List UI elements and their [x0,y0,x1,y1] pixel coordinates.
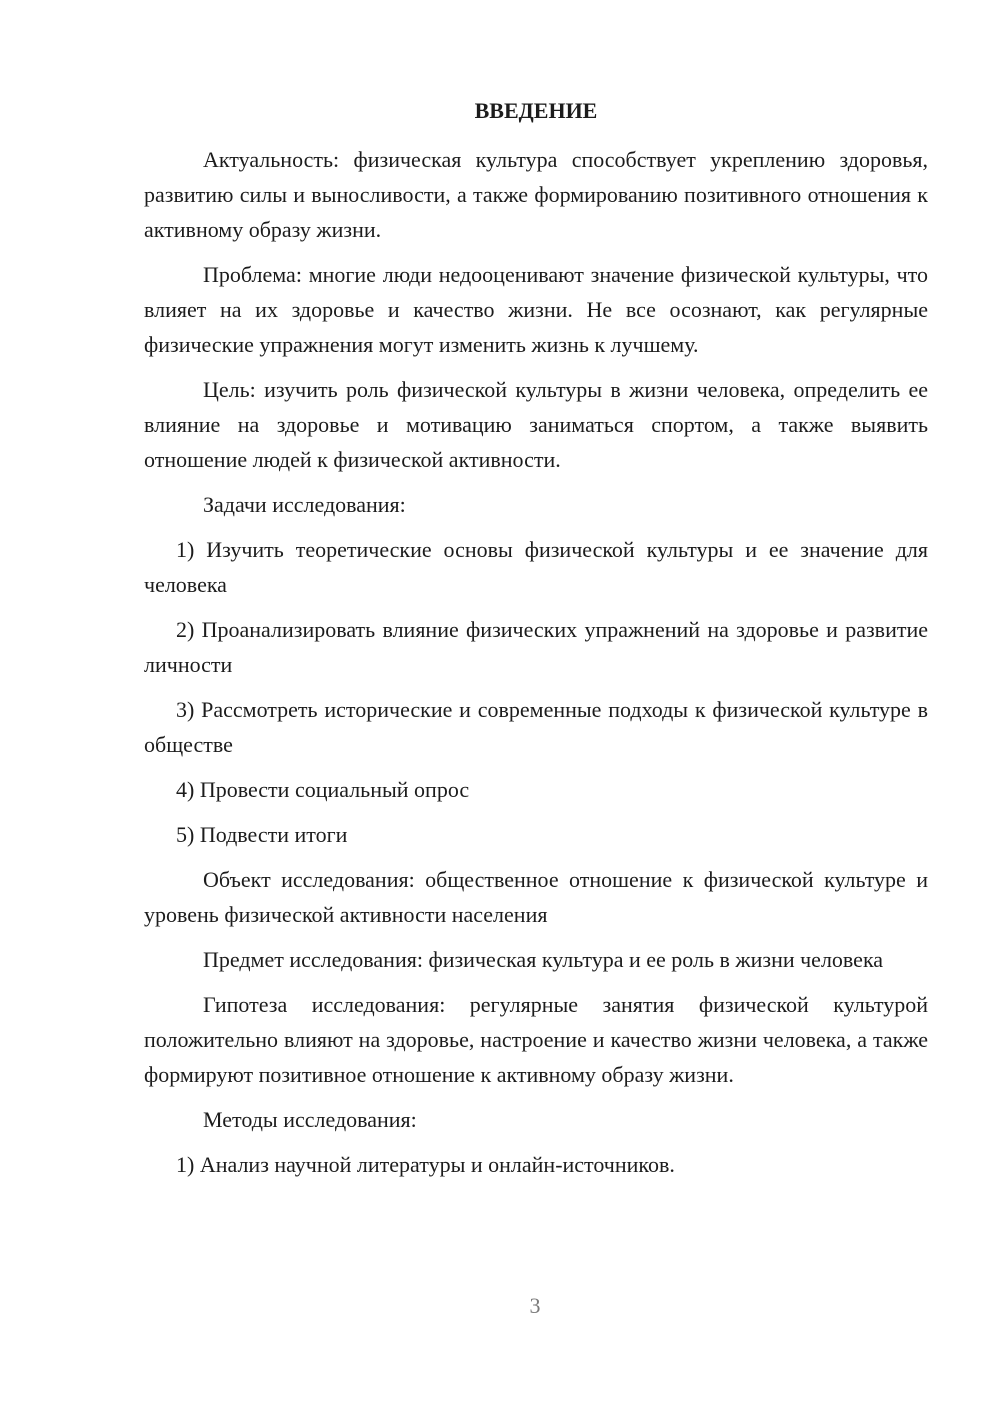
methods-heading: Методы исследования: [203,1107,417,1132]
task-item-3: 3) Рассмотреть исторические и современные подходы к физической культуре в обществе [144,697,928,757]
page-number: 3 [529,1293,541,1318]
document-page [144,93,928,1192]
relevance-paragraph: Актуальность: физическая культура способствует укреплению здоровья, развитию силы и выносливости, а также формированию позитивного отношения к активному образу жизни. [144,147,928,242]
tasks-heading: Задачи исследования: [203,492,406,517]
task-item-4: 4) Провести социальный опрос [176,777,470,802]
hypothesis-paragraph: Гипотеза исследования: регулярные занятия физической культурой положительно влияют на здоровье, настроение и качество жизни человека, а также формируют позитивное отношение к активному образу жизни. [144,992,928,1087]
task-item-2: 2) Проанализировать влияние физических упражнений на здоровье и развитие личности [144,617,928,677]
goal-paragraph: Цель: изучить роль физической культуры в жизни человека, определить ее влияние на здоровье и мотивацию заниматься спортом, а также выявить отношение людей к физической активности. [144,377,928,472]
subject-paragraph: Предмет исследования: физическая культура и ее роль в жизни человека [203,947,884,972]
object-paragraph: Объект исследования: общественное отношение к физической культуре и уровень физической активности населения [144,867,928,927]
method-item-1: 1) Анализ научной литературы и онлайн-источников. [176,1152,675,1177]
problem-paragraph: Проблема: многие люди недооценивают значение физической культуры, что влияет на их здоровье и качество жизни. Не все осознают, как регулярные физические упражнения могут изменить жизнь к лучшему. [144,262,928,357]
task-item-5: 5) Подвести итоги [176,822,348,847]
page-title: ВВЕДЕНИЕ [474,98,598,123]
task-item-1: 1) Изучить теоретические основы физической культуры и ее значение для человека [144,537,928,597]
